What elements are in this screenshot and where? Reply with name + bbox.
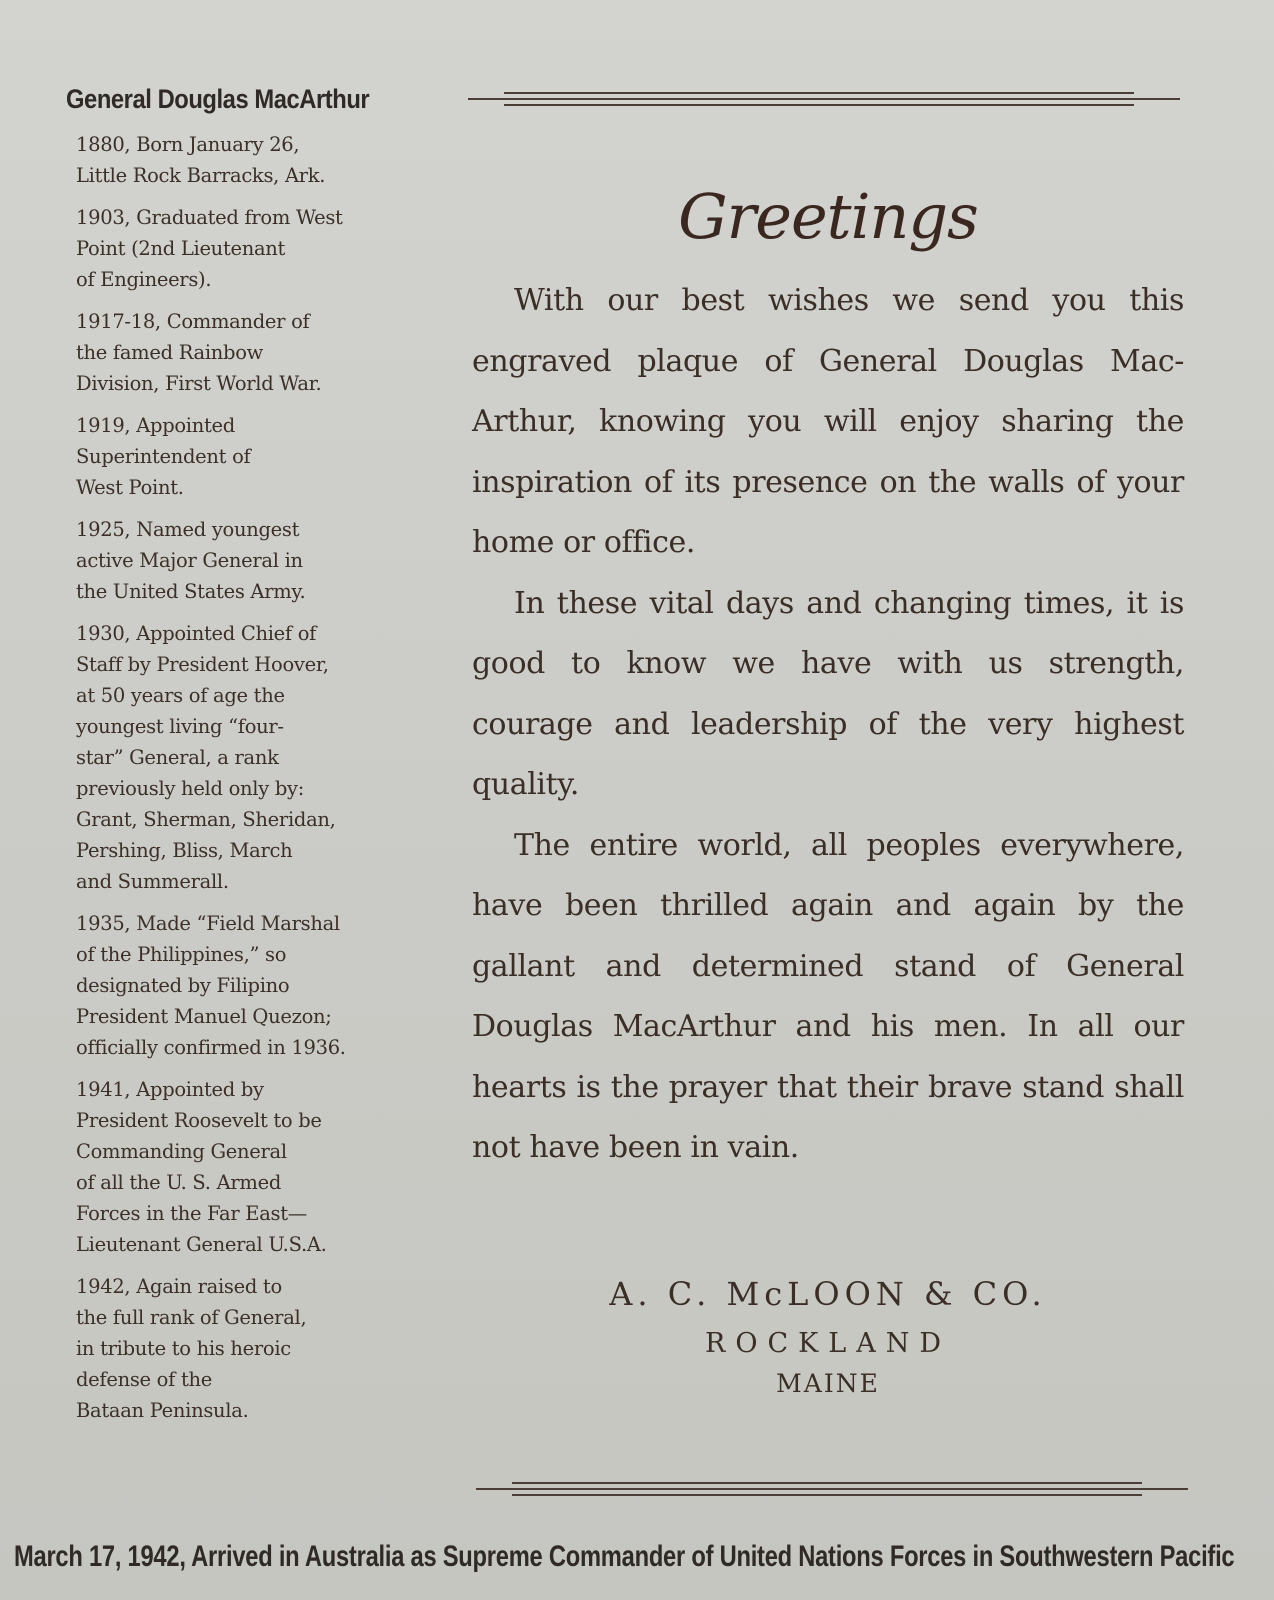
message-paragraph: The entire world, all peoples everywhere, have been thrilled again and again by the gallant and determined stand of General Douglas MacArthur and his men. In all our hearts is the prayer that their brave stand shall not have been in vain. [472,827,1184,1165]
timeline-entry: 1917-18, Commander of the famed Rainbow Division, First World War. [76,310,322,395]
bottom-divider-line [512,1482,1142,1484]
footer-caption: March 17, 1942, Arrived in Australia as Supreme Commander of United Nations Forces in Southwestern Pacific [14,1540,1235,1573]
message-paragraph: In these vital days and changing times, it is good to know we have with us strength, courage and leadership of the very highest quality. [472,585,1184,802]
message-paragraph: With our best wishes we send you this engraved plaque of General Douglas Mac-Arthur, knowing you will enjoy sharing the inspiration of its presence on the walls of your home or office. [472,283,1184,560]
top-divider-line [504,92,1134,94]
greeting-message [472,180,1184,1179]
company-city: ROCKLAND [705,1328,951,1359]
timeline-entry: 1925, Named youngest active Major General in the United States Army. [76,518,306,603]
company-signature [472,1272,1184,1402]
bottom-divider [476,1482,1188,1498]
timeline-entry: 1919, Appointed Superintendent of West Point. [76,414,251,499]
sidebar-title: General Douglas MacArthur [66,84,370,114]
timeline-entry: 1935, Made “Field Marshal of the Philippines,” so designated by Filipino President Manuel Quezon; officially confirmed in 1936. [76,912,346,1059]
timeline-entry: 1942, Again raised to the full rank of General, in tribute to his heroic defense of the Bataan Peninsula. [76,1275,307,1422]
bottom-divider-line [476,1488,1188,1490]
biography-sidebar [60,84,400,1437]
bottom-divider-line [512,1494,1142,1496]
top-divider [468,92,1180,108]
company-name: A. C. McLOON & CO. [609,1275,1047,1313]
timeline-entry: 1941, Appointed by President Roosevelt to be Commanding General of all the U. S. Armed Forces in the Far East— Lieutenant General U.S.A. [76,1078,327,1256]
timeline-entry: 1903, Graduated from West Point (2nd Lieutenant of Engineers). [76,206,343,291]
company-state: MAINE [776,1369,880,1398]
biography-timeline [60,129,400,1426]
top-divider-line [504,104,1134,106]
top-divider-line [468,98,1180,100]
timeline-entry: 1930, Appointed Chief of Staff by President Hoover, at 50 years of age the youngest living “four- star” General, a rank previously held only by: Grant, Sherman, Sheridan, Pershing, Bliss, March and Summerall. [76,622,336,893]
timeline-entry: 1880, Born January 26, Little Rock Barracks, Ark. [76,133,326,187]
greeting-heading: Greetings [678,180,978,253]
